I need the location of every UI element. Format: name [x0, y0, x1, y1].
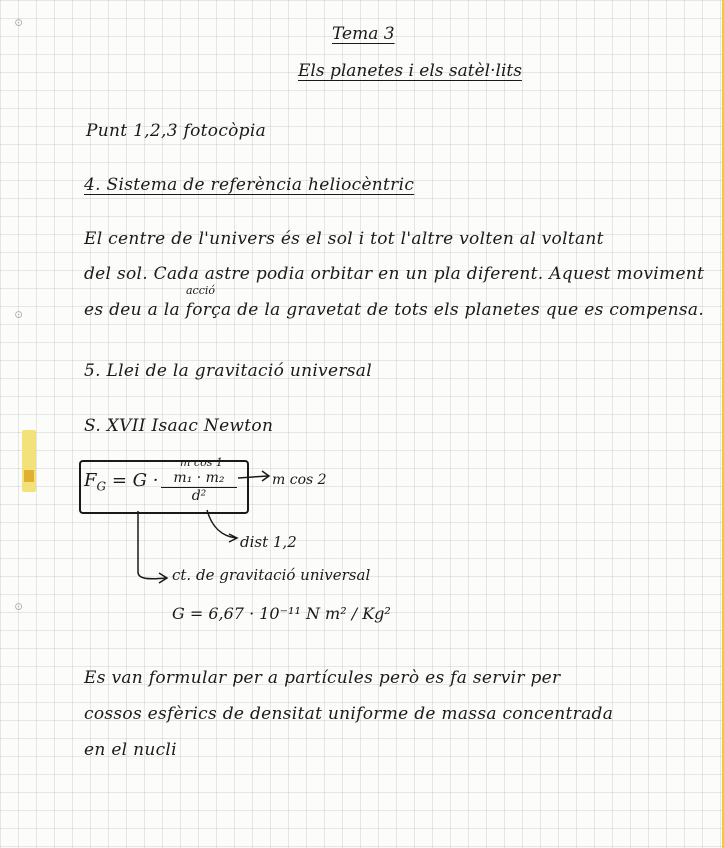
paragraph-2-line-1: Es van formular per a partícules però es fa servir per	[84, 668, 561, 688]
distance-label: dist 1,2	[240, 533, 297, 551]
g-value: G = 6,67 · 10⁻¹¹ N m² / Kg²	[172, 604, 391, 623]
paragraph-1-line-1: El centre de l'univers és el sol i tot l'altre volten al voltant	[84, 229, 604, 249]
century-label: S. XVII Isaac Newton	[84, 416, 274, 436]
formula-over-label: m cos 1	[180, 456, 223, 469]
paragraph-1-line-2: del sol. Cada astre podia orbitar en un pla diferent. Aquest moviment	[84, 264, 705, 284]
ring-hole-icon: ⊙	[14, 16, 24, 29]
section-4-heading: 4. Sistema de referència heliocèntric	[84, 175, 415, 195]
paragraph-1-insert: acció	[186, 284, 216, 297]
formula-lhs: F	[84, 470, 97, 491]
formula-denominator: d²	[191, 488, 207, 504]
page-topic: Tema 3	[332, 24, 395, 44]
m2-label: m cos 2	[272, 472, 327, 488]
m2-arrow-icon	[238, 476, 268, 478]
constant-label: ct. de gravitació universal	[172, 566, 371, 584]
paragraph-2-line-2: cossos esfèrics de densitat uniforme de massa concentrada	[84, 704, 614, 724]
page-subtitle: Els planetes i els satèl·lits	[298, 61, 522, 81]
ring-hole-icon: ⊙	[14, 308, 24, 321]
distance-arrow-icon	[207, 510, 236, 538]
paragraph-2-line-3: en el nucli	[84, 740, 177, 760]
formula-numerator: m₁ · m₂	[161, 470, 237, 488]
paragraph-1-line-3: es deu a la força de la gravetat de tots els planetes que es compensa.	[84, 300, 705, 320]
formula-equals: = G ·	[111, 470, 159, 491]
point-reference: Punt 1,2,3 fotocòpia	[86, 121, 267, 141]
formula-subscript: G	[96, 479, 107, 494]
section-5-heading: 5. Llei de la gravitació universal	[84, 361, 372, 381]
ring-hole-icon: ⊙	[14, 600, 24, 613]
constant-arrow-icon	[138, 511, 166, 579]
